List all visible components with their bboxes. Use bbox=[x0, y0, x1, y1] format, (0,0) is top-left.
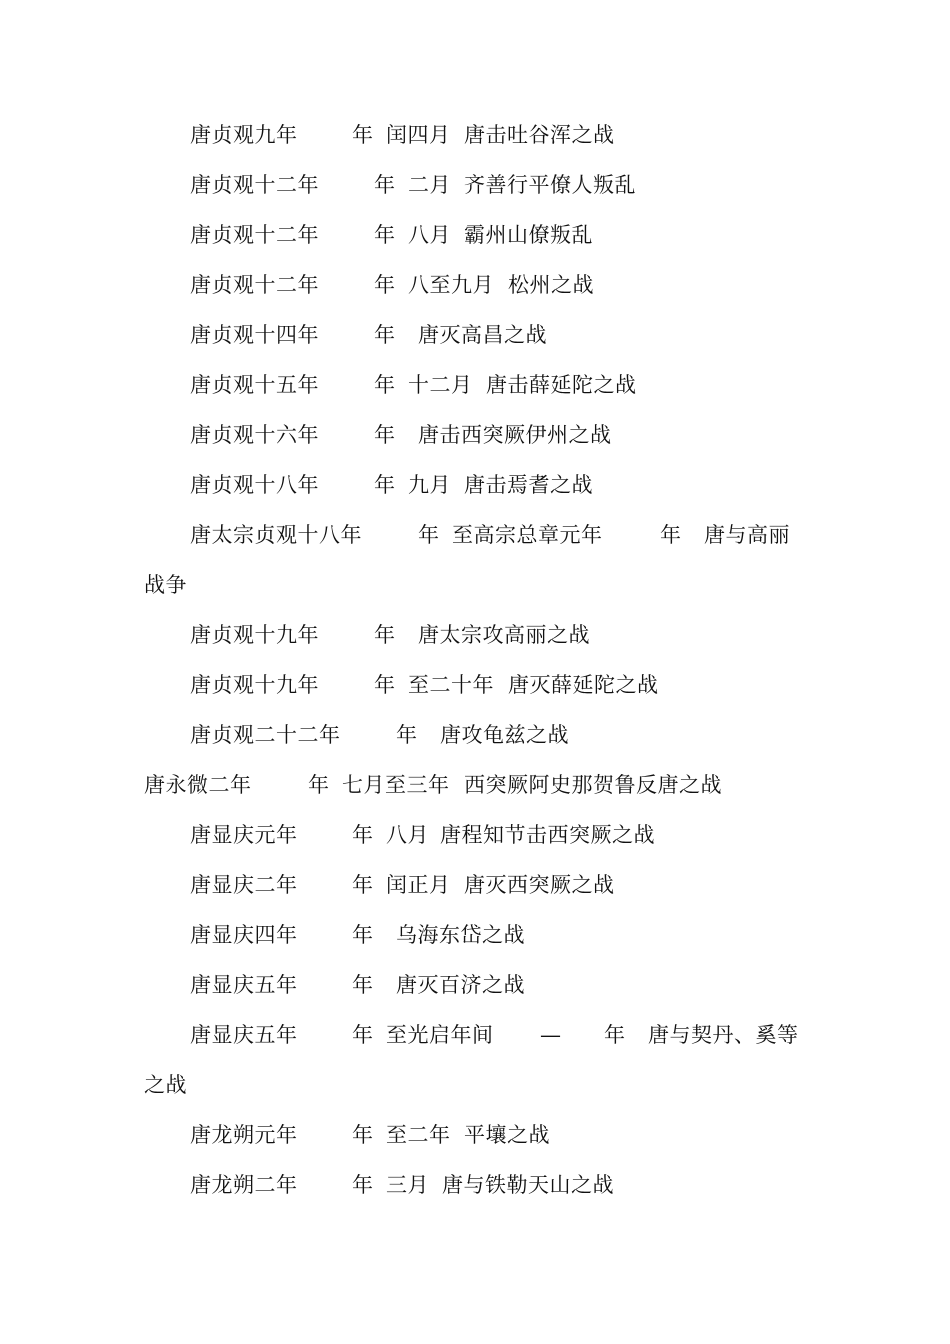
era-year: 唐贞观十五年 bbox=[190, 373, 319, 397]
year-marker: 年 bbox=[352, 1123, 374, 1147]
month: 十二月 bbox=[408, 373, 473, 397]
event: 唐灭西突厥之战 bbox=[464, 873, 615, 897]
year-marker: 年 bbox=[308, 773, 330, 797]
event: 唐灭薛延陀之战 bbox=[508, 673, 659, 697]
month: 闰四月 bbox=[386, 123, 451, 147]
event: 唐与高丽 bbox=[704, 523, 790, 547]
event-continuation: 之战 bbox=[144, 1073, 187, 1097]
year-marker: 年 bbox=[418, 523, 440, 547]
era-year: 唐龙朔二年 bbox=[190, 1173, 298, 1197]
event: 齐善行平僚人叛乱 bbox=[464, 173, 636, 197]
year-marker: 年 bbox=[352, 1023, 374, 1047]
period-end: 至二年 bbox=[386, 1123, 451, 1147]
year-marker: 年 bbox=[352, 973, 374, 997]
year-marker: 年 bbox=[374, 273, 396, 297]
year-marker: 年 bbox=[374, 373, 396, 397]
era-year: 唐贞观十二年 bbox=[190, 223, 319, 247]
era-year: 唐永微二年 bbox=[144, 773, 252, 797]
era-year: 唐贞观十九年 bbox=[190, 673, 319, 697]
year-marker: 年 bbox=[352, 923, 374, 947]
year-marker: 年 bbox=[352, 873, 374, 897]
year-marker: 年 bbox=[352, 823, 374, 847]
year-marker: 年 bbox=[374, 423, 396, 447]
period-end: 七月至三年 bbox=[342, 773, 450, 797]
era-year: 唐龙朔元年 bbox=[190, 1123, 298, 1147]
event: 唐击焉耆之战 bbox=[464, 473, 593, 497]
era-year: 唐显庆五年 bbox=[190, 973, 298, 997]
event: 平壤之战 bbox=[464, 1123, 550, 1147]
year-marker: 年 bbox=[374, 323, 396, 347]
event: 唐太宗攻高丽之战 bbox=[418, 623, 590, 647]
era-year: 唐显庆四年 bbox=[190, 923, 298, 947]
era-year: 唐贞观十二年 bbox=[190, 173, 319, 197]
era-year: 唐贞观十六年 bbox=[190, 423, 319, 447]
era-year: 唐贞观十九年 bbox=[190, 623, 319, 647]
month: 八月 bbox=[386, 823, 429, 847]
era-year: 唐太宗贞观十八年 bbox=[190, 523, 362, 547]
month: 二月 bbox=[408, 173, 451, 197]
year-marker: 年 bbox=[374, 623, 396, 647]
year-marker: 年 bbox=[352, 1173, 374, 1197]
month: 三月 bbox=[386, 1173, 429, 1197]
year-marker: 年 bbox=[374, 173, 396, 197]
year-marker: 年 bbox=[604, 1023, 626, 1047]
year-marker: 年 bbox=[374, 223, 396, 247]
event: 西突厥阿史那贺鲁反唐之战 bbox=[464, 773, 722, 797]
dash: — bbox=[540, 1023, 562, 1047]
era-year: 唐贞观十四年 bbox=[190, 323, 319, 347]
event: 乌海东岱之战 bbox=[396, 923, 525, 947]
era-year: 唐显庆元年 bbox=[190, 823, 298, 847]
event: 唐灭百济之战 bbox=[396, 973, 525, 997]
event: 唐击吐谷浑之战 bbox=[464, 123, 615, 147]
month: 八月 bbox=[408, 223, 451, 247]
era-year: 唐贞观二十二年 bbox=[190, 723, 341, 747]
year-marker: 年 bbox=[374, 673, 396, 697]
period-end: 至光启年间 bbox=[386, 1023, 494, 1047]
event: 唐灭高昌之战 bbox=[418, 323, 547, 347]
event: 唐击薛延陀之战 bbox=[486, 373, 637, 397]
era-year: 唐贞观十八年 bbox=[190, 473, 319, 497]
era-year: 唐贞观十二年 bbox=[190, 273, 319, 297]
era-year: 唐显庆二年 bbox=[190, 873, 298, 897]
event: 唐与铁勒天山之战 bbox=[442, 1173, 614, 1197]
year-marker: 年 bbox=[352, 123, 374, 147]
event: 唐击西突厥伊州之战 bbox=[418, 423, 612, 447]
period-end: 至高宗总章元年 bbox=[452, 523, 603, 547]
event: 唐与契丹、奚等 bbox=[648, 1023, 799, 1047]
month: 九月 bbox=[408, 473, 451, 497]
month: 闰正月 bbox=[386, 873, 451, 897]
event: 松州之战 bbox=[508, 273, 594, 297]
year-marker: 年 bbox=[374, 473, 396, 497]
event: 唐程知节击西突厥之战 bbox=[440, 823, 655, 847]
event: 唐攻龟兹之战 bbox=[440, 723, 569, 747]
event: 霸州山僚叛乱 bbox=[464, 223, 593, 247]
month: 八至九月 bbox=[408, 273, 494, 297]
period-end: 至二十年 bbox=[408, 673, 494, 697]
year-marker: 年 bbox=[660, 523, 682, 547]
event-continuation: 战争 bbox=[144, 573, 187, 597]
era-year: 唐显庆五年 bbox=[190, 1023, 298, 1047]
year-marker: 年 bbox=[396, 723, 418, 747]
era-year: 唐贞观九年 bbox=[190, 123, 298, 147]
